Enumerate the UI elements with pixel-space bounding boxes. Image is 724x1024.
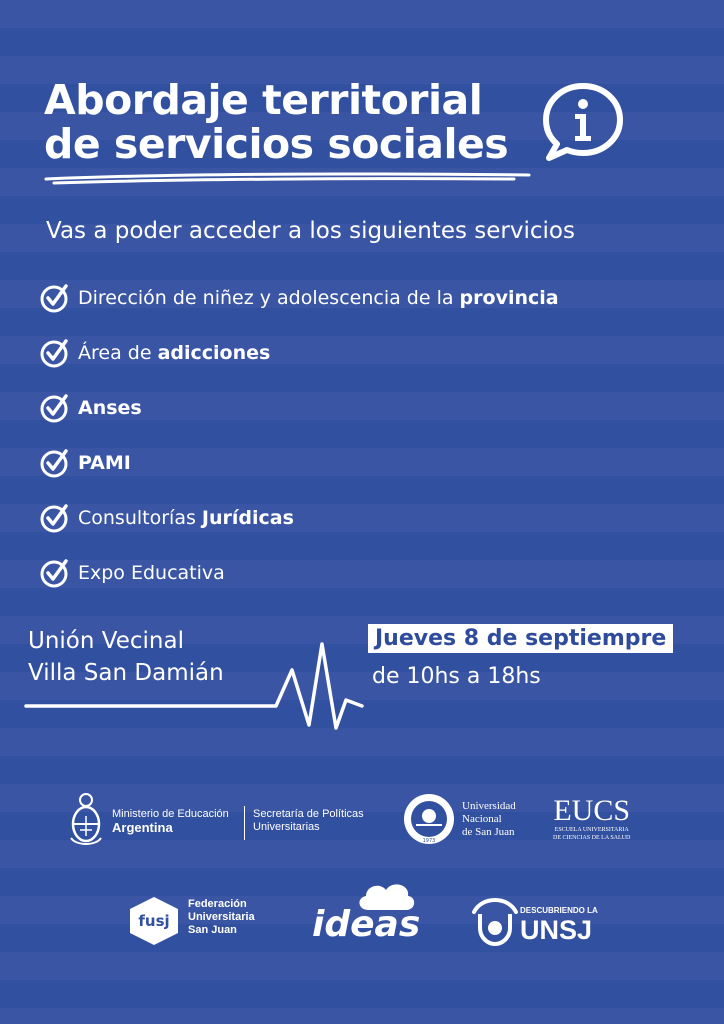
intro-text: Vas a poder acceder a los siguientes servicios [46,218,575,244]
venue-line-1: Unión Vecinal [28,628,184,654]
argentina-coat-of-arms-icon [66,790,106,850]
services-list [40,270,559,600]
logo-divider [244,806,245,840]
service-text: PAMI [78,451,131,474]
ministerio-logo: Ministerio de Educación Argentina [112,808,229,835]
check-circle-icon [40,283,70,313]
eucs-logo: EUCS ESCUELA UNIVERSITARIA DE CIENCIAS DE LA SALUD [553,794,631,841]
title-underline [44,170,534,186]
service-text: Dirección de niñez y adolescencia de la provincia [78,286,559,309]
check-circle-icon [40,448,70,478]
venue-line-2: Villa San Damián [28,660,224,686]
check-circle-icon [40,393,70,423]
unsj-logo: Universidad Nacional de San Juan [462,800,516,838]
service-item [40,270,559,325]
check-circle-icon [40,503,70,533]
descubriendo-unsj-logo: DESCUBRIENDO LA UNSJ [520,906,598,945]
check-circle-icon [40,338,70,368]
service-item [40,490,559,545]
descubriendo-eye-icon [470,890,520,948]
service-text: Expo Educativa [78,561,225,584]
svg-text:1973: 1973 [422,838,436,844]
ideas-logo: ideas [312,904,421,945]
heartbeat-line-icon [24,640,369,735]
service-item [40,325,559,380]
title-line-2: de servicios sociales [44,120,509,168]
service-item [40,545,559,600]
fusj-badge-icon [126,895,182,947]
event-time: de 10hs a 18hs [372,664,541,689]
svg-text:fusj: fusj [138,912,170,930]
service-text: Área de adicciones [78,341,271,364]
secretaria-logo: Secretaría de Políticas Universitarias [253,808,364,833]
info-speech-bubble-icon [540,80,626,164]
unsj-seal-icon [402,792,456,846]
service-item [40,435,559,490]
check-circle-icon [40,558,70,588]
service-text: Consultorías Jurídicas [78,506,294,529]
poster-title [44,78,508,166]
title-line-1: Abordaje territorial [44,76,483,124]
event-date-badge: Jueves 8 de septiempre [368,624,673,653]
service-item [40,380,559,435]
fusj-logo: Federación Universitaria San Juan [188,898,255,936]
service-text: Anses [78,396,142,419]
